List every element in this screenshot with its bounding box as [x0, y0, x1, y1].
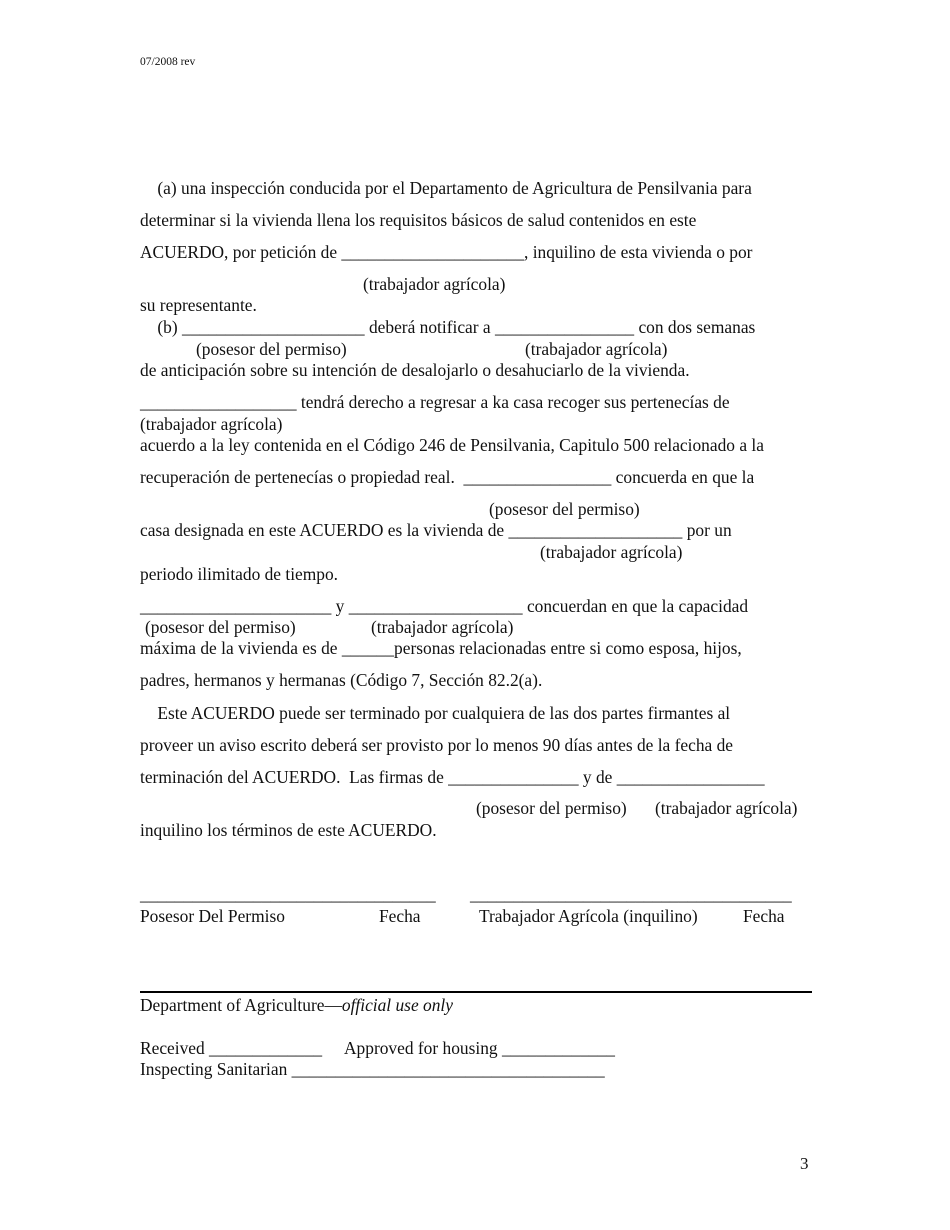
paragraph-a-line-1: (a) una inspección conducida por el Departamento de Agricultura de Pensilvania para: [140, 178, 752, 198]
field-label-trabajador: (trabajador agrícola): [540, 542, 683, 562]
official-use-heading: [140, 995, 453, 1015]
official-section-divider: [140, 991, 812, 993]
signature-owner-date-label: Fecha: [379, 906, 421, 926]
paragraph-c-line-2: acuerdo a la ley contenida en el Código 246 de Pensilvania, Capitulo 500 relacionado a la: [140, 435, 764, 455]
paragraph-d-line-3: padres, hermanos y hermanas (Código 7, Sección 82.2(a).: [140, 670, 543, 690]
field-label-trabajador: (trabajador agrícola): [140, 414, 283, 434]
paragraph-e-line-4: inquilino los términos de este ACUERDO.: [140, 820, 437, 840]
signature-worker-label: Trabajador Agrícola (inquilino): [479, 906, 698, 926]
official-heading-text: Department of Agriculture—: [140, 995, 342, 1015]
field-label-posesor: (posesor del permiso): [489, 499, 640, 519]
page-number: 3: [800, 1154, 809, 1173]
paragraph-b-line-2: de anticipación sobre su intención de desalojarlo o desahuciarlo de la vivienda.: [140, 360, 690, 380]
paragraph-e-line-2: proveer un aviso escrito deberá ser provisto por lo menos 90 días antes de la fecha de: [140, 735, 734, 755]
approved-for-housing-field: Approved for housing _____________: [344, 1038, 615, 1058]
paragraph-a-line-2: determinar si la vivienda llena los requisitos básicos de salud contenidos en este: [140, 210, 697, 230]
received-field: Received _____________: [140, 1038, 323, 1058]
signature-owner-label: Posesor Del Permiso: [140, 906, 285, 926]
paragraph-a-line-4: su representante.: [140, 295, 257, 315]
paragraph-e-line-1: Este ACUERDO puede ser terminado por cualquiera de las dos partes firmantes al: [140, 703, 731, 723]
paragraph-b-line-1: (b) _____________________ deberá notificar a ________________ con dos semanas: [140, 317, 756, 337]
field-label-trabajador: (trabajador agrícola): [655, 798, 798, 818]
field-label-trabajador: (trabajador agrícola): [371, 617, 514, 637]
paragraph-d-line-1: ______________________ y ____________________ concuerdan en que la capacidad: [140, 596, 749, 616]
paragraph-a-line-3: ACUERDO, por petición de _____________________, inquilino de esta vivienda o por: [140, 242, 753, 262]
official-heading-italic: official use only: [341, 995, 453, 1015]
signature-line-worker: _____________________________________: [470, 884, 792, 904]
paragraph-c-line-5: periodo ilimitado de tiempo.: [140, 564, 339, 584]
field-label-trabajador: (trabajador agrícola): [525, 339, 668, 359]
signature-line-owner: __________________________________: [140, 884, 436, 904]
paragraph-c-line-4: casa designada en este ACUERDO es la vivienda de ____________________ por un: [140, 520, 732, 540]
paragraph-e-line-3: terminación del ACUERDO. Las firmas de _______________ y de _________________: [140, 767, 765, 787]
inspecting-sanitarian-field: Inspecting Sanitarian ____________________________________: [140, 1059, 605, 1079]
paragraph-d-line-2: máxima de la vivienda es de ______personas relacionadas entre si como esposa, hijos,: [140, 638, 742, 658]
field-label-posesor: (posesor del permiso): [476, 798, 627, 818]
field-label-posesor: (posesor del permiso): [196, 339, 347, 359]
paragraph-c-line-1: __________________ tendrá derecho a regresar a ka casa recoger sus pertenecías de: [140, 392, 730, 412]
field-label-trabajador: (trabajador agrícola): [363, 274, 506, 294]
revision-date: 07/2008 rev: [140, 56, 196, 68]
field-label-posesor: (posesor del permiso): [145, 617, 296, 637]
signature-worker-date-label: Fecha: [743, 906, 785, 926]
paragraph-c-line-3: recuperación de pertenecías o propiedad real. _________________ concuerda en que la: [140, 467, 755, 487]
